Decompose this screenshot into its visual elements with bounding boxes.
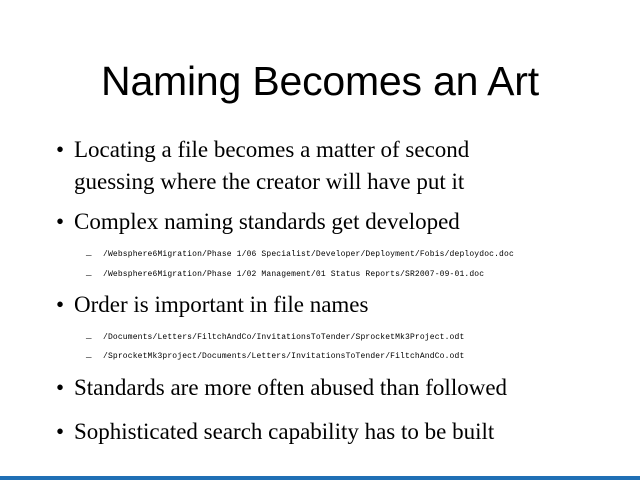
sub-item-marker: – (86, 351, 92, 363)
bullet-marker: • (56, 375, 65, 400)
sub-item-marker: – (86, 269, 92, 281)
bullet-search-capability (56, 416, 616, 448)
bullet-marker: • (56, 137, 65, 162)
slide-title: Naming Becomes an Art (101, 58, 539, 104)
bullet-text: Complex naming standards get developed (74, 209, 460, 234)
sub-item-marker: – (86, 249, 92, 261)
sub-item-text: /Websphere6Migration/Phase 1/06 Specialist/Developer/Deployment/Fobis/deploydoc.doc (103, 250, 514, 259)
bullet-marker: • (56, 209, 65, 234)
bullet-text-line-1: Locating a file becomes a matter of second (74, 137, 470, 162)
sub-item-path (86, 268, 626, 282)
bullet-standards-abused (56, 372, 616, 404)
bullet-marker: • (56, 419, 65, 444)
sub-item-path (86, 350, 626, 364)
sub-item-text: /Websphere6Migration/Phase 1/02 Management/01 Status Reports/SR2007-09-01.doc (103, 270, 485, 279)
bullet-text: Order is important in file names (74, 292, 369, 317)
bullet-naming-standards (56, 206, 616, 238)
bullet-text-line-2: guessing where the creator will have put it (74, 169, 465, 194)
sub-item-text: /SprocketMk3project/Documents/Letters/InvitationsToTender/FiltchAndCo.odt (103, 352, 465, 361)
bullet-order-important (56, 289, 616, 321)
sub-item-text: /Documents/Letters/FiltchAndCo/InvitationsToTender/SprocketMk3Project.odt (103, 333, 465, 342)
sub-item-marker: – (86, 332, 92, 344)
sub-item-path (86, 248, 626, 262)
bullet-marker: • (56, 292, 65, 317)
bullet-text: Sophisticated search capability has to be built (74, 419, 495, 444)
sub-item-path (86, 331, 626, 345)
bullet-text: Standards are more often abused than followed (74, 375, 508, 400)
bullet-locating-file (56, 134, 616, 198)
footer-accent-bar (0, 476, 640, 480)
